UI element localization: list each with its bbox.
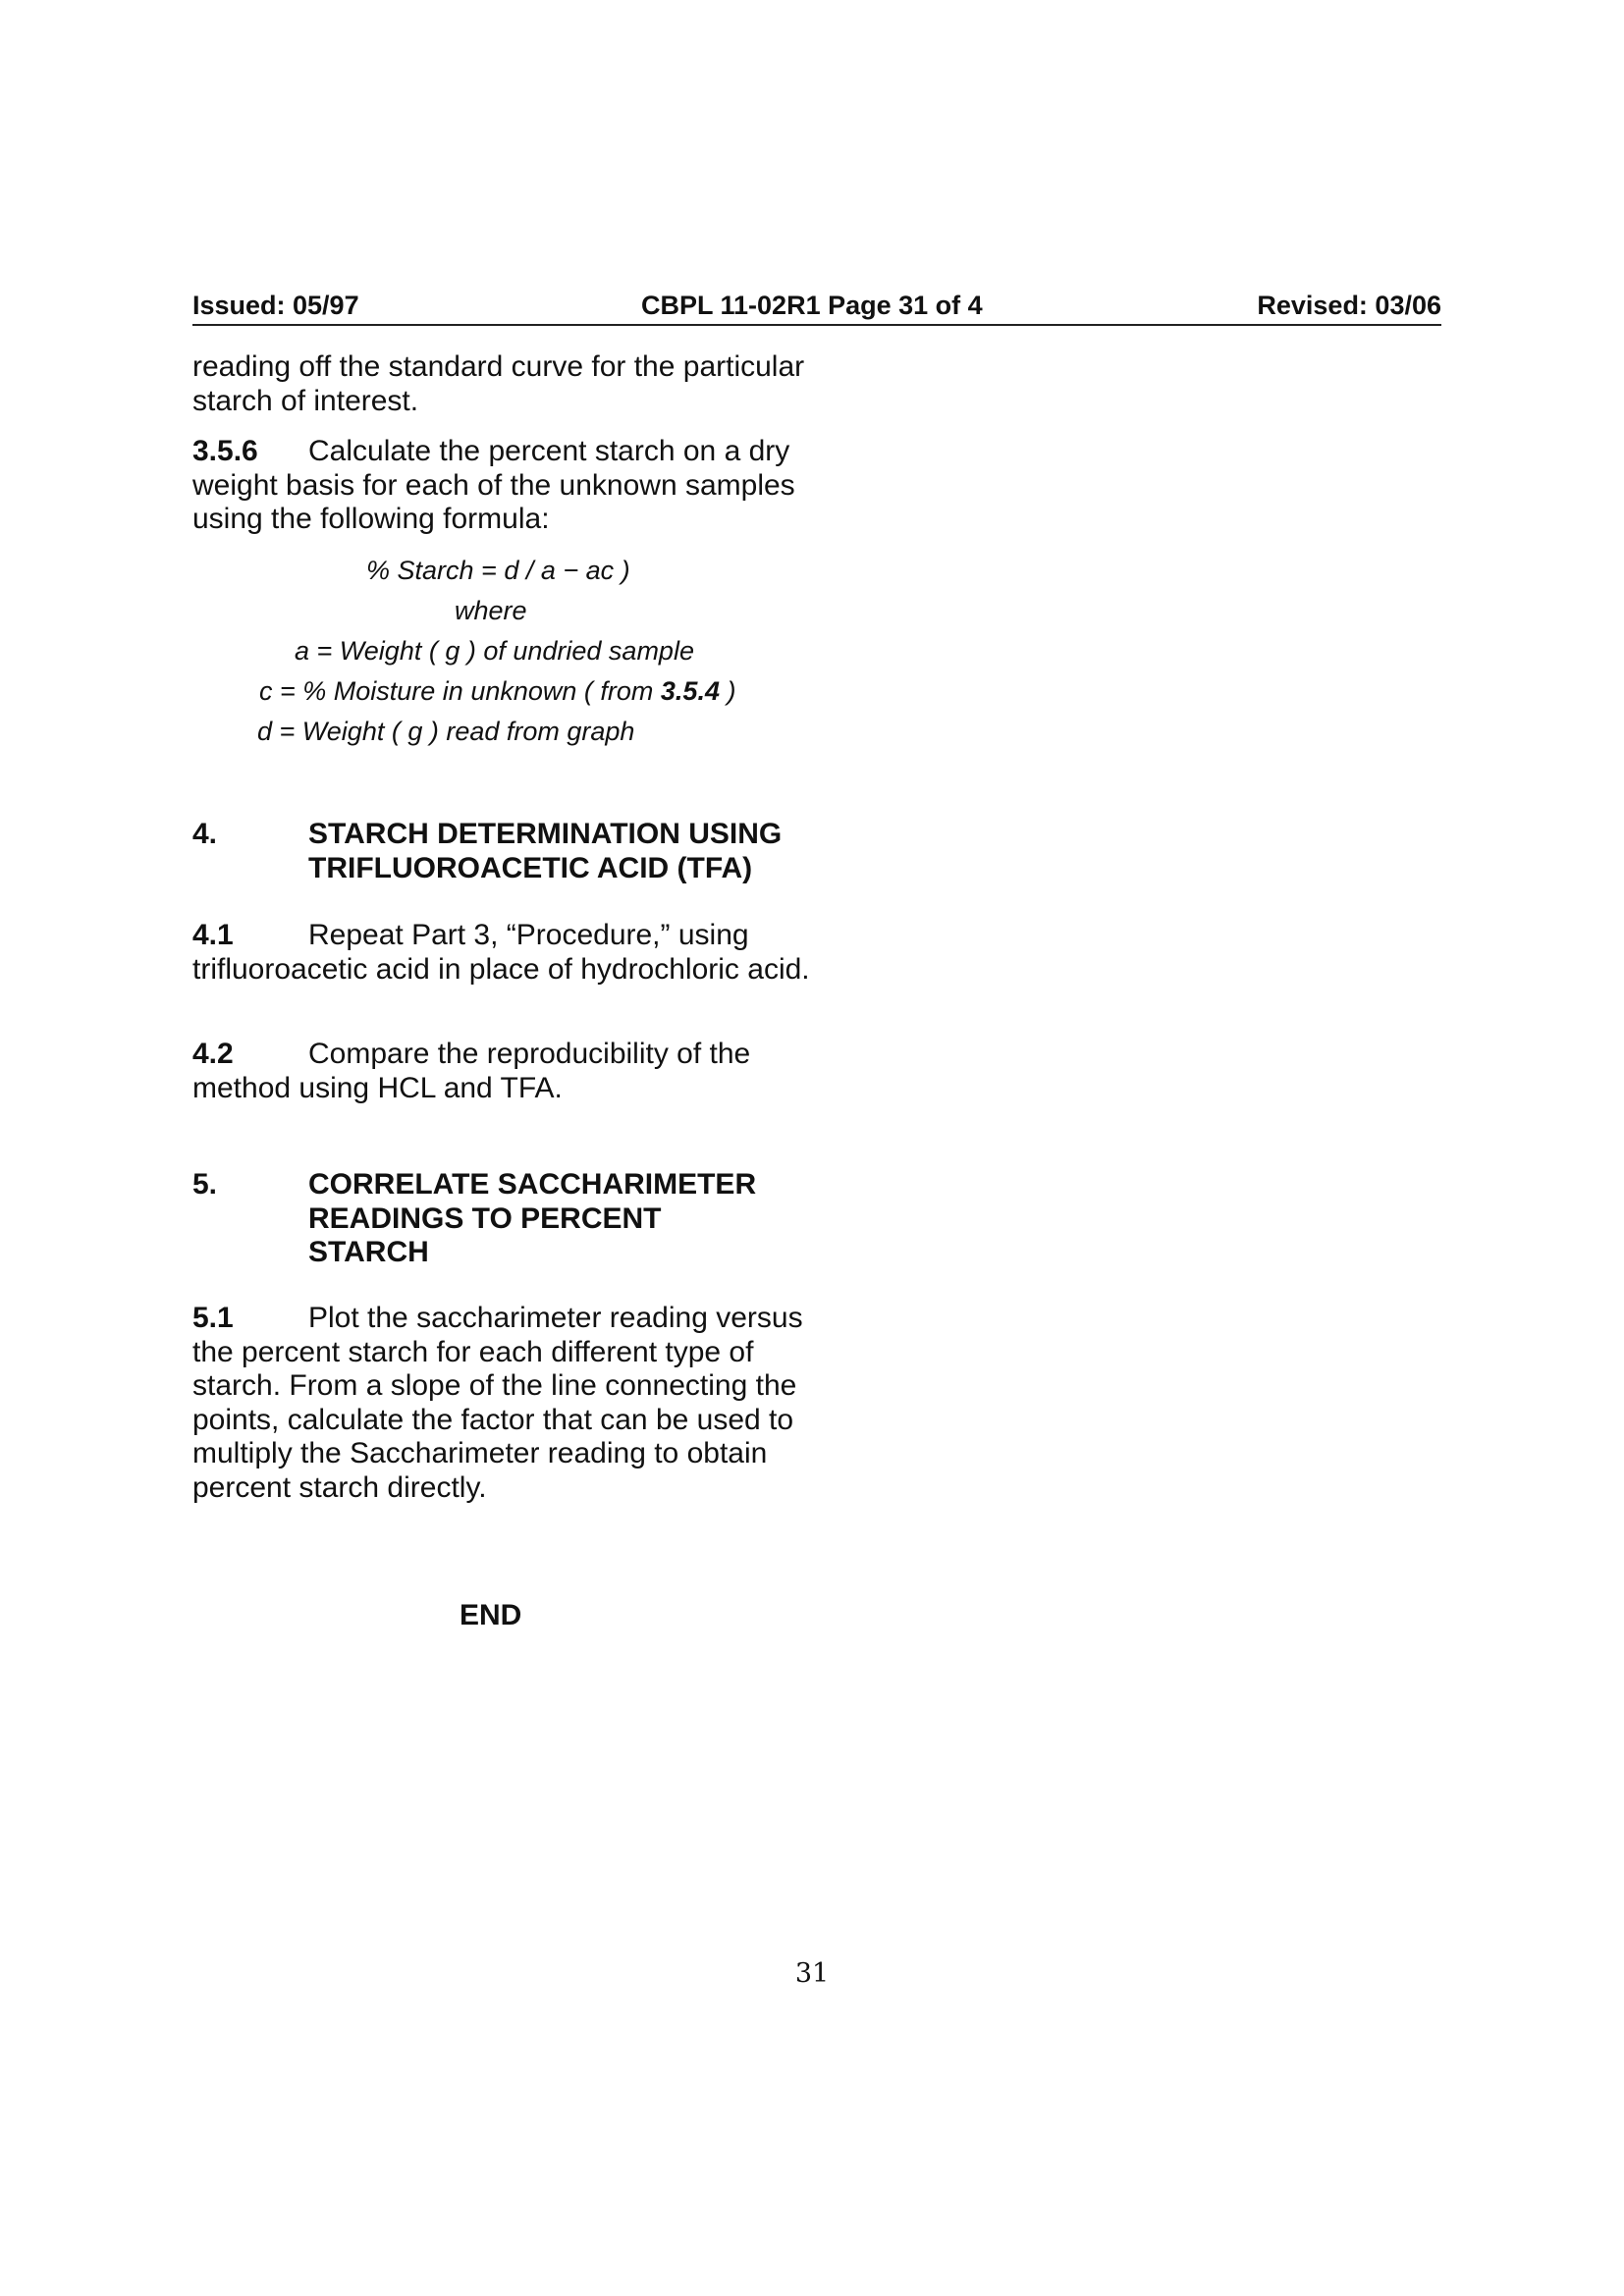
section-title: STARCH DETERMINATION USING TRIFLUOROACETIC ACID (TFA) <box>308 818 783 884</box>
section-number: 5. <box>192 1168 218 1201</box>
formula-where: where <box>455 596 527 625</box>
formula-a-definition: a = Weight ( g ) of undried sample <box>295 636 694 666</box>
section-number: 4.2 <box>192 1038 234 1070</box>
section-number: 4.1 <box>192 919 234 951</box>
section-text: Compare the reproducibility of the method using HCL and TFA. <box>192 1038 751 1104</box>
section-text: Repeat Part 3, “Procedure,” using trifluoroacetic acid in place of hydrochloric acid. <box>192 919 810 986</box>
formula-line: % Starch = d / a − ac ) <box>366 556 630 585</box>
revised-date: Revised: 03/06 <box>1257 291 1441 320</box>
section-title: CORRELATE SACCHARIMETER READINGS TO PERCENT STARCH <box>308 1168 757 1268</box>
section-number: 4. <box>192 818 218 850</box>
end-marker: END <box>460 1599 522 1631</box>
page-header <box>192 291 1441 326</box>
issued-date: Issued: 05/97 <box>192 291 359 320</box>
formula-c-definition: c = % Moisture in unknown ( from 3.5.4 ) <box>259 676 736 706</box>
section-5-1 <box>192 1302 821 1505</box>
page-number: 31 <box>794 1958 830 1989</box>
section-3-5-6 <box>192 435 821 537</box>
section-text: Plot the saccharimeter reading versus the percent starch for each different type of starch. From a slope of the line connecting the points, calculate the factor that can be used to multiply the Saccharimeter reading to obtain percent starch directly. <box>192 1302 803 1504</box>
formula-d-definition: d = Weight ( g ) read from graph <box>257 717 635 746</box>
section-number: 3.5.6 <box>192 435 258 467</box>
section-number: 5.1 <box>192 1302 234 1334</box>
section-4-2 <box>192 1038 821 1105</box>
section-4-1 <box>192 919 821 987</box>
document-id: CBPL 11-02R1 Page 31 of 4 <box>641 291 983 320</box>
section-text: Calculate the percent starch on a dry weight basis for each of the unknown samples using the following formula: <box>192 435 795 535</box>
section-reference: 3.5.4 <box>660 676 720 706</box>
continuation-paragraph: reading off the standard curve for the particular starch of interest. <box>192 350 805 417</box>
